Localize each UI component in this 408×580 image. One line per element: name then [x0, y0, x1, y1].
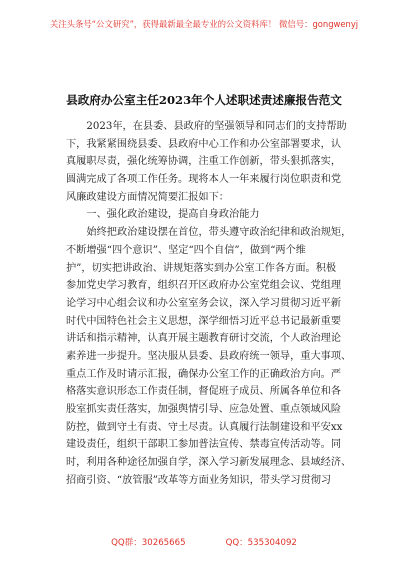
body-line: 时，利用各种途径加强自学，深入学习新发展理念、县域经济、	[66, 457, 352, 469]
body-line: 素养进一步提升。坚决服从县委、县政府统一领导，重大事项、	[66, 350, 352, 362]
body-line: 股室抓实责任落实，加强舆情引导、应急处置、重点领域风险	[66, 404, 342, 415]
body-line: 建设责任，组织干部职工参加普法宣传、禁毒宣传活动等。同	[66, 439, 342, 451]
document-title: 县政府办公室主任2023年个人述职述责述廉报告范文	[66, 93, 342, 107]
body-line: 参加党史学习教育，组织召开区政府办公室党组会议、党组理	[66, 280, 342, 292]
footer-contact	[0, 536, 408, 548]
body-line: 时代中国特色社会主义思想，深学细悟习近平总书记最新重要	[66, 315, 342, 327]
body-line: 重点工作及时请示汇报，确保办公室工作的正确政治方向。严	[66, 368, 342, 380]
body-line: 不断增强“四个意识”、坚定“四个自信”，做到“两个维	[66, 244, 306, 256]
body-line: 论学习中心组会议和办公室室务会议，深入学习贯彻习近平新	[66, 297, 342, 309]
body-line: 讲话和指示精神，认真开展主题教育研讨交流，个人政治理论	[66, 333, 342, 345]
footer-qq-group: QQ群：30265665	[111, 538, 186, 548]
body-line: 真履职尽责，强化统筹协调，注重工作创新，带头狠抓落实，	[66, 156, 342, 168]
body-line: 始终把政治建设摆在首位，带头遵守政治纪律和政治规矩，	[86, 227, 352, 239]
section-heading: 一、强化政治建设，提高自身政治能力	[86, 209, 260, 221]
body-line: 2023年，在县委、县政府的坚强领导和同志们的支持帮助	[86, 121, 347, 132]
top-banner-text: 关注头条号“公文研究”，获得最新最全最专业的公文资料库！ 微信号：gongwenyj	[49, 19, 359, 29]
body-line: 格落实意识形态工作责任制，督促班子成员、所属各单位和各	[66, 386, 342, 398]
body-line: 下，我紧紧围绕县委、县政府中心工作和办公室部署要求，认	[66, 138, 342, 150]
footer-qq-personal: QQ：535304092	[225, 538, 297, 548]
body-line: 风廉政建设方面情况简要汇报如下：	[66, 191, 229, 203]
body-line: 防控，做到守土有责、守土尽责。认真履行法制建设和平安xx	[66, 421, 343, 433]
body-line: 招商引资、“放管服”改革等方面业务知识，带头学习贯彻习	[66, 474, 332, 486]
body-line: 圆满完成了各项工作任务。现将本人一年来履行岗位职责和党	[66, 174, 342, 186]
document-body	[66, 118, 352, 489]
body-line: 护”，切实把讲政治、讲规矩落实到办公室工作各方面。积极	[66, 262, 337, 274]
